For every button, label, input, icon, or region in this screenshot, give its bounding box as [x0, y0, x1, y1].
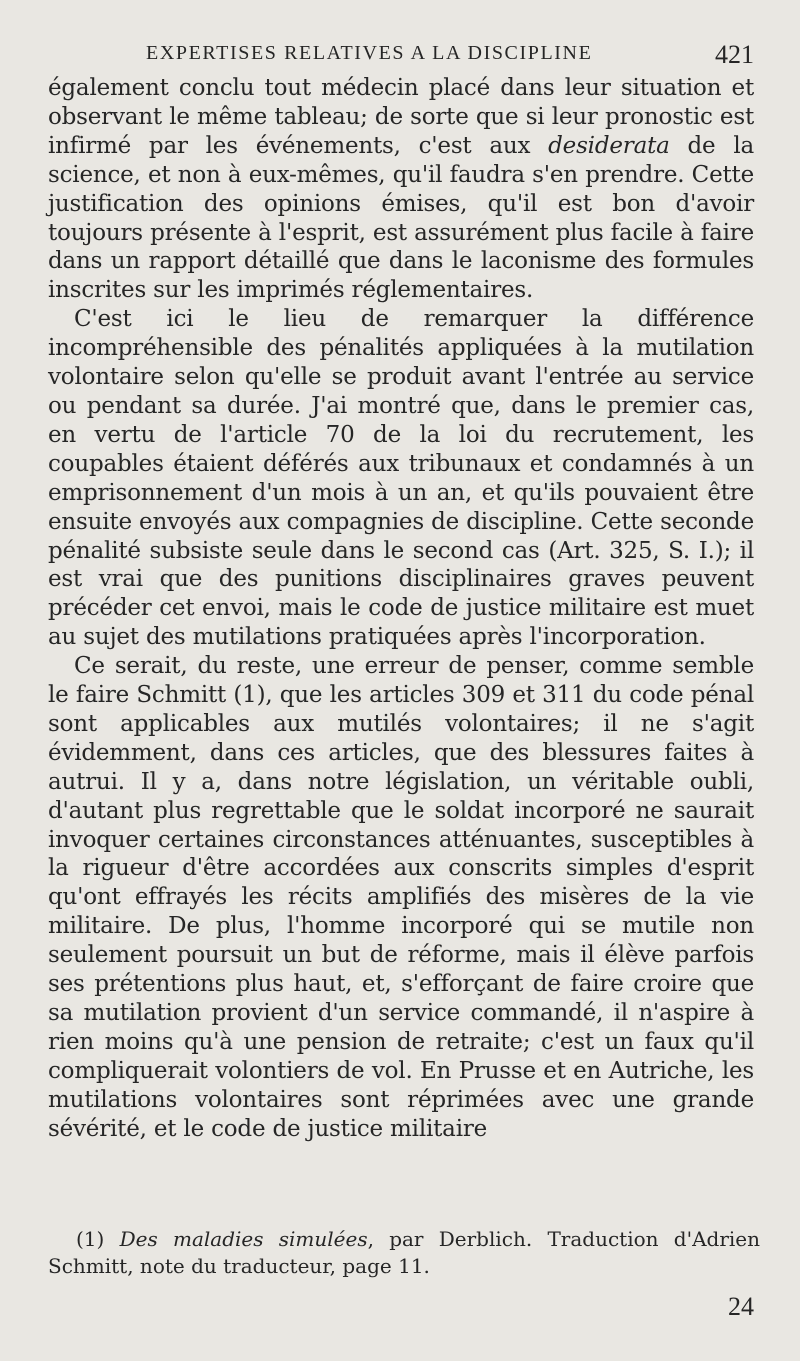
footnote	[48, 1226, 760, 1280]
footnote-marker: (1)	[76, 1227, 120, 1251]
running-head	[48, 40, 754, 72]
italic-term: desiderata	[548, 132, 670, 159]
body-text	[48, 74, 754, 1144]
paragraph-1-start: également conclu tout médecin placé dans leur situation et observant le même tableau; de sorte que si leur pronostic est infirmé par les événements, c'est aux	[48, 75, 754, 159]
page-number: 421	[715, 40, 754, 69]
paragraph-2: C'est ici le lieu de remarquer la différence incompréhensible des pénalités appliquées à la mutilation volontaire selon qu'elle se produit avant l'entrée au service ou pendant sa durée. J'ai montré que, dans le premier cas, en vertu de l'article 70 de la loi du recrutement, les coupables étaient déférés aux tribunaux et condamnés à un emprisonnement d'un mois à un an, et qu'ils pouvaient être ensuite envoyés aux compagnies de discipline. Cette seconde pénalité subsiste seule dans le second cas (Art. 325, S. I.); il est vrai que des punitions disciplinaires graves peuvent précéder cet envoi, mais le code de justice militaire est muet au sujet des mutilations pratiquées après l'incorporation.	[48, 306, 754, 651]
paragraph-3: Ce serait, du reste, une erreur de penser, comme semble le faire Schmitt (1), que les articles 309 et 311 du code pénal sont applicables aux mutilés volontaires; il ne s'agit évidemment, dans ces articles, que des blessures faites à autrui. Il y a, dans notre législation, un véritable oubli, d'autant plus regrettable que le soldat incorporé ne saurait invoquer certaines circonstances atténuantes, susceptibles à la rigueur d'être accordées aux conscrits simples d'esprit qu'ont effrayés les récits amplifiés des misères de la vie militaire. De plus, l'homme incorporé qui se mutile non seulement poursuit un but de réforme, mais il élève parfois ses prétentions plus haut, et, s'efforçant de faire croire que sa mutilation provient d'un service commandé, il n'aspire à rien moins qu'à une pension de retraite; c'est un faux qu'il compliquerait volontiers de vol. En Prusse et en Autriche, les mutilations volontaires sont réprimées avec une grande sévérité, et le code de justice militaire	[48, 653, 754, 1142]
running-title: EXPERTISES RELATIVES A LA DISCIPLINE	[146, 42, 593, 64]
paragraph-1-end: de la science, et non à eux-mêmes, qu'il faudra s'en prendre. Cette justification des opinions émises, qu'il est bon d'avoir toujours présente à l'esprit, est assurément plus facile à faire dans un rapport détaillé que dans le laconisme des formules inscrites sur les imprimés réglementaires.	[48, 132, 755, 304]
footnote-title: Des maladies simulées	[119, 1227, 368, 1251]
footnote-text: , par Derblich. Traduction d'Adrien Schmitt, note du traducteur, page 11.	[48, 1227, 761, 1278]
paragraph-1	[48, 74, 754, 305]
signature-mark: 24	[728, 1292, 754, 1321]
